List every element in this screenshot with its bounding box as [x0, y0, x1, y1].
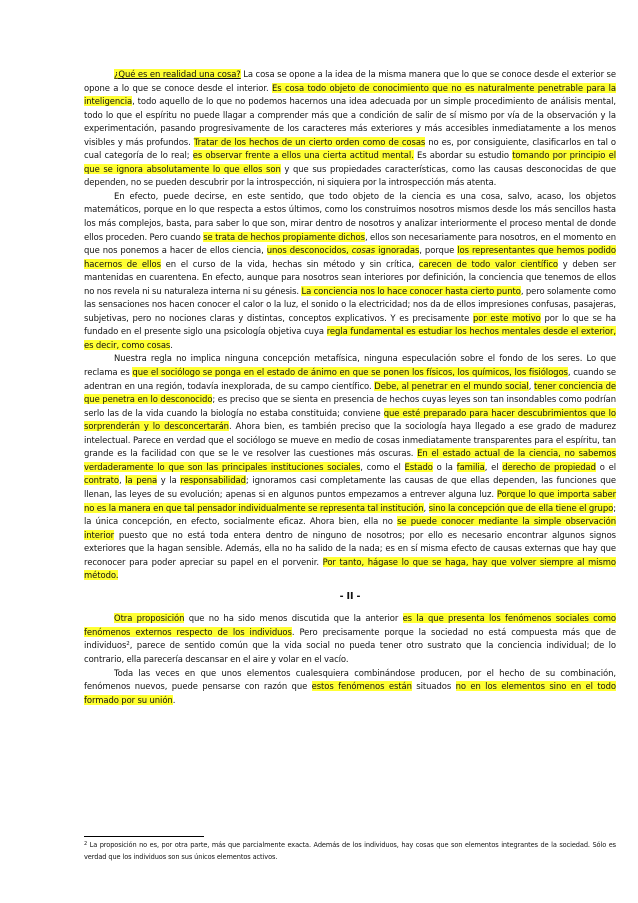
text-run: , todo aquello de lo que no podemos hacernos una idea adecuada por un simple procedimiento de análisis mental, todo lo que el espíritu no puede llagar a comprender más que a condición de salir de sí mismo por vía de la observación y la experimentación, pasando progresivamente de los caracteres más exteriores y más accesibles inmediatamente a los menos visibles y más profundos.	[84, 96, 616, 147]
highlighted-text: unos desconocidos,	[266, 245, 352, 256]
highlighted-text: no en los elementos sino en el todo formado por su unión	[84, 681, 616, 705]
highlighted-text: es observar frente a ellos una cierta actitud mental.	[192, 150, 414, 161]
highlighted-italic-text: cosas	[351, 245, 376, 256]
section-heading: - II -	[339, 590, 361, 602]
highlighted-text: familia	[456, 461, 485, 472]
highlighted-text: Es cosa todo objeto de conocimiento que no es naturalmente penetrable para la inteligencia	[84, 82, 616, 107]
highlighted-text: Tratar de los hechos de un cierto orden como de cosas	[193, 136, 426, 147]
highlighted-text: ¿Qué es en realidad una cosa?	[114, 69, 241, 79]
footnote-text: La proposición no es, por otra parte, más que parcialmente exacta. Además de los individuos, hay cosas que son elementos integrantes de la sociedad. Sólo es verdad que los individuos son sus únicos elementos activos.	[84, 841, 616, 861]
text-run: Toda las veces en que unos elementos cualesquiera combinándose producen, por el hecho de su combinación, fenómenos nuevos, puede pensarse con razón que	[84, 667, 616, 692]
text-run: y que sus propiedades características, como las causas desconocidas de que dependen, no se pueden descubrir por la introspección, ni siquiera por la introspección más atenta.	[84, 163, 616, 188]
text-run: puesto que no está toda entera dentro de ninguno de nosotros; por ello es necesario encontrar algunos signos exteriores que la hagan sensible. Además, ella no ha salido de la nada; es en sí misma efecto de causas externas que hay que reconocer para poder apreciar su papel en el porvenir.	[84, 529, 616, 567]
text-run: ; ignoramos casi completamente las causas de que ellas dependen, las funciones que llenan, las leyes de su evolución; apenas si en algunos puntos empezamos a entrever alguna luz.	[84, 475, 616, 499]
text-run: en el curso de la vida, hechas sin método y sin crítica,	[160, 258, 419, 269]
highlighted-text: la pena	[125, 475, 158, 486]
text-run: y deben ser mantenidas en cuarentena. En efecto, aunque para nosotros sean interiores por definición, la conciencia que tenemos de ellos no nos revela ni su naturaleza interna ni su génesis.	[84, 258, 616, 296]
text-run: no es, por consiguiente, clasificarlos en tal o cual categoría de lo real;	[84, 136, 616, 161]
highlighted-text: La conciencia nos lo hace conocer hasta cierto punto	[301, 285, 521, 296]
highlighted-text: derecho de propiedad	[502, 461, 596, 472]
highlighted-text: responsabilidad	[180, 475, 246, 486]
highlighted-text: sino la concepción que de ella tiene el grupo	[428, 502, 614, 513]
text-run: .	[170, 339, 173, 350]
highlighted-text: se puede conocer mediante la simple observación interior	[84, 516, 616, 540]
highlighted-text: En el estado actual de la ciencia, no sabemos verdaderamente lo que son las principales instituciones sociales	[84, 448, 616, 472]
highlighted-text: Por tanto, hágase lo que se haga, hay que volver siempre al mismo método.	[84, 556, 616, 581]
highlighted-text: contrato	[84, 475, 120, 486]
text-run: .	[172, 694, 176, 705]
text-run: por lo que se ha fundado en el presente siglo una psicología objetiva cuya	[84, 312, 616, 337]
highlighted-text: los representantes que hemos podido hacernos de ellos	[84, 245, 616, 269]
text-run: , ellos son necesariamente para nosotros, en el momento en que nos ponemos a hacer de ellos ciencia,	[84, 231, 616, 256]
highlighted-text: Otra proposición	[114, 613, 185, 624]
text-run: . Pero precisamente porque la sociedad no está compuesta más que de individuos	[84, 626, 616, 651]
highlighted-text: ignoradas	[375, 245, 420, 256]
footnote	[84, 840, 616, 863]
highlighted-text: carecen de todo valor científico	[418, 258, 559, 269]
text-run: , pero solamente como las sensaciones nos hacen conocer el calor o la luz, el sonido o la electricidad; nos da de ellos impresiones confusas, pasajeras, subjetivas, pero no nociones claras y distintas, conceptos explicativos. Y es precisamente	[84, 285, 616, 323]
footnote-marker: 2	[126, 641, 130, 648]
text-run: . Ahora bien, es también preciso que la sociología haya llegado a ese grado de madurez intelectual. Parece en verdad que el sociólogo se mueve en medio de cosas inmediatamente transparentes para el espíritu, tan grande es la facilidad con que se le ve resolver las cuestiones más oscuras.	[84, 421, 616, 459]
paragraph-2	[84, 190, 616, 353]
highlighted-text: se trata de hechos propiamente dichos	[203, 231, 365, 242]
text-run: que no ha sido menos discutida que la anterior	[184, 613, 403, 624]
text-run: , parece de sentido común que la vida social no pueda tener otro sustrato que la conciencia individual; de lo contrario, ella parecería descansar en el aire y volar en el vacío.	[84, 640, 616, 664]
highlighted-text: tomando por principio el que se ignora absolutamente lo que ellos son	[84, 150, 616, 174]
text-run: , como el	[360, 461, 405, 472]
highlighted-text: estos fenómenos están	[311, 681, 412, 692]
text-run: Es abordar su estudio	[413, 150, 513, 161]
text-run: ,	[423, 502, 429, 513]
footnote-divider	[84, 836, 204, 837]
text-run: La cosa se opone a la idea de la misma manera que lo que se conoce desde el exterior se opone a lo que se conoce desde el interior.	[84, 69, 616, 93]
text-run: , cuando se adentran en una región, todavía inexplorada, de su campo científico.	[84, 367, 616, 391]
text-run: o el	[595, 461, 616, 472]
paragraph-5	[84, 667, 616, 708]
highlighted-text: que esté preparado para hacer descubrimientos que lo sorprenderán y lo desconcertarán	[84, 407, 616, 432]
footnote-number: 2	[84, 841, 88, 847]
highlighted-text: tener conciencia de que penetra en lo desconocido	[84, 380, 616, 405]
text-run: En efecto, puede decirse, en este sentido, que todo objeto de la ciencia es una cosa, salvo, acaso, los objetos matemáticos, porque en lo que respecta a estos últimos, como los construimos nosotros mismos desde los más sencillos hasta los más complejos, basta, para saber lo que son, mirar dentro de nosotros y analizar interiormente el proceso mental de donde ellos proceden. Pero cuando	[84, 190, 616, 242]
paragraph-3	[84, 352, 616, 582]
text-run: ,	[528, 380, 534, 391]
highlighted-text: por este motivo	[472, 312, 541, 323]
main-text	[84, 68, 616, 707]
text-run: ,	[119, 475, 126, 486]
highlighted-text: Debe, al penetrar en el mundo social	[374, 380, 529, 391]
text-run: ; es preciso que se sienta en presencia de hechos cuyas leyes son tan insondables como podrían serlo las de la vida cuando la biología no estaba constituida; conviene	[84, 394, 616, 418]
text-run: o la	[432, 461, 457, 472]
text-run: Nuestra regla no implica ninguna concepción metafísica, ninguna especulación sobre el fondo de los seres. Lo que reclama es	[84, 353, 616, 378]
text-run: , el	[484, 461, 503, 472]
highlighted-text: es la que presenta los fenómenos sociales como fenómenos externos respecto de los individuos	[84, 613, 617, 637]
paragraph-1	[84, 68, 616, 190]
highlighted-text: que el sociólogo se ponga en el estado de ánimo en que se ponen los físicos, los químicos, los fisiólogos	[132, 367, 568, 378]
text-run: y la	[157, 475, 181, 486]
text-run: ; la única concepción, en efecto, socialmente eficaz. Ahora bien, ella no	[84, 502, 616, 527]
highlighted-text: Porque lo que importa saber no es la manera en que tal pensador individualmente se representa tal institución	[84, 488, 616, 513]
paragraph-4	[84, 612, 616, 666]
text-run: situados	[411, 681, 456, 692]
text-run: , porque	[419, 245, 458, 256]
highlighted-text: Estado	[404, 461, 433, 472]
highlighted-text: regla fundamental es estudiar los hechos mentales desde el exterior, es decir, como cosas	[84, 326, 616, 350]
